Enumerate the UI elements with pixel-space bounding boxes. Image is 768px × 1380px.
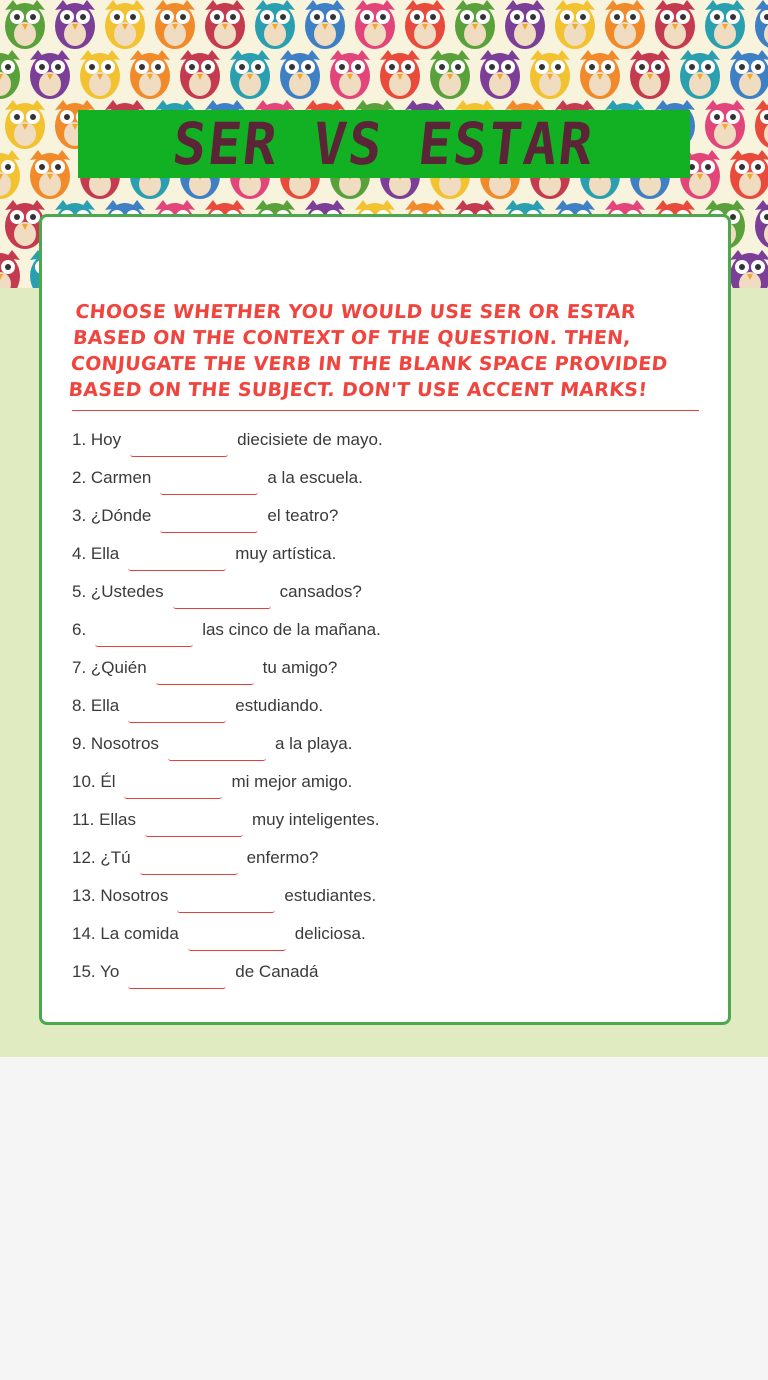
answer-blank[interactable] <box>124 774 222 799</box>
question-item <box>72 915 702 953</box>
question-item <box>72 877 702 915</box>
question-item <box>72 649 702 687</box>
answer-blank[interactable] <box>160 508 258 533</box>
answer-blank[interactable] <box>156 660 254 685</box>
question-suffix: estudiantes. <box>284 886 377 905</box>
question-suffix: estudiando. <box>235 696 324 715</box>
question-item <box>72 497 702 535</box>
answer-blank[interactable] <box>173 584 271 609</box>
question-prefix: 4. Ella <box>72 544 120 563</box>
question-suffix: a la escuela. <box>267 468 363 487</box>
answer-blank[interactable] <box>188 926 286 951</box>
answer-blank[interactable] <box>128 698 226 723</box>
question-prefix: 11. Ellas <box>72 810 136 829</box>
question-suffix: el teatro? <box>267 506 339 525</box>
question-prefix: 10. Él <box>72 772 116 791</box>
question-suffix: deliciosa. <box>294 924 366 943</box>
question-prefix: 8. Ella <box>72 696 120 715</box>
question-item <box>72 953 702 991</box>
page-title: SER VS ESTAR <box>169 110 599 178</box>
question-suffix: de Canadá <box>235 962 319 981</box>
question-suffix: muy inteligentes. <box>251 810 380 829</box>
question-prefix: 3. ¿Dónde <box>72 506 152 525</box>
title-banner <box>78 110 690 178</box>
question-item <box>72 801 702 839</box>
question-prefix: 13. Nosotros <box>72 886 169 905</box>
question-item <box>72 573 702 611</box>
question-prefix: 9. Nosotros <box>72 734 159 753</box>
question-suffix: diecisiete de mayo. <box>237 430 383 449</box>
question-item <box>72 611 702 649</box>
instructions-text: CHOOSE WHETHER YOU WOULD USE SER OR ESTAR BASED ON THE CONTEXT OF THE QUESTION. THEN, CONJUGATE THE VERB IN THE BLANK SPACE PROVIDED BASED ON THE SUBJECT. DON'T USE ACCENT MARKS! <box>67 301 669 401</box>
question-item <box>72 763 702 801</box>
question-item <box>72 421 702 459</box>
question-prefix: 15. Yo <box>72 962 120 981</box>
answer-blank[interactable] <box>95 622 193 647</box>
answer-blank[interactable] <box>168 736 266 761</box>
question-suffix: las cinco de la mañana. <box>202 620 381 639</box>
answer-blank[interactable] <box>128 964 226 989</box>
question-prefix: 14. La comida <box>72 924 179 943</box>
answer-blank[interactable] <box>130 432 228 457</box>
question-list <box>72 421 702 991</box>
question-item <box>72 535 702 573</box>
question-prefix: 12. ¿Tú <box>72 848 131 867</box>
question-suffix: enfermo? <box>246 848 319 867</box>
question-item <box>72 687 702 725</box>
question-item <box>72 725 702 763</box>
question-prefix: 5. ¿Ustedes <box>72 582 164 601</box>
question-suffix: cansados? <box>279 582 362 601</box>
question-prefix: 6. <box>72 620 87 639</box>
worksheet-card <box>39 214 731 1025</box>
answer-blank[interactable] <box>128 546 226 571</box>
question-prefix: 7. ¿Quién <box>72 658 147 677</box>
question-prefix: 1. Hoy <box>72 430 122 449</box>
question-suffix: muy artística. <box>235 544 337 563</box>
question-item <box>72 839 702 877</box>
answer-blank[interactable] <box>140 850 238 875</box>
question-item <box>72 459 702 497</box>
answer-blank[interactable] <box>160 470 258 495</box>
divider <box>72 410 699 411</box>
question-suffix: tu amigo? <box>262 658 338 677</box>
answer-blank[interactable] <box>145 812 243 837</box>
question-suffix: mi mejor amigo. <box>231 772 353 791</box>
answer-blank[interactable] <box>177 888 275 913</box>
question-suffix: a la playa. <box>274 734 353 753</box>
question-prefix: 2. Carmen <box>72 468 152 487</box>
